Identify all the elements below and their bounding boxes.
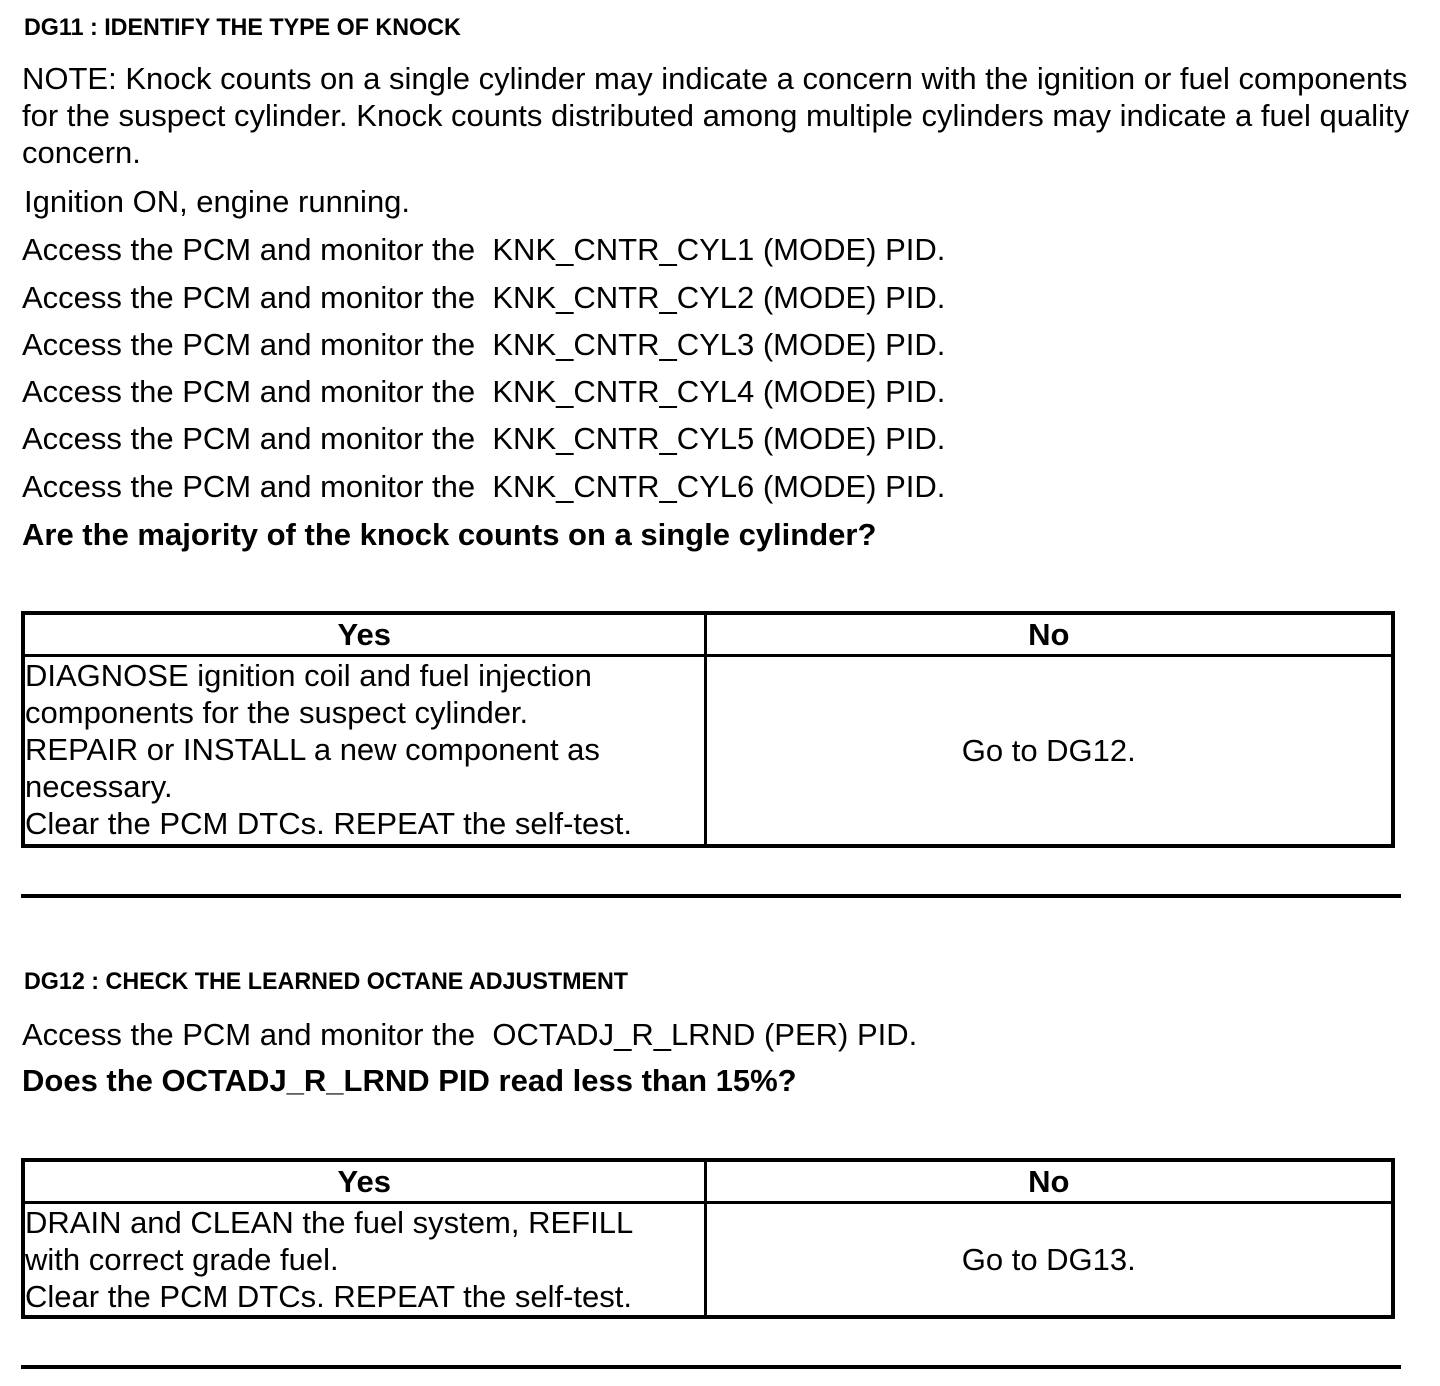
dg11-step-cyl5: Access the PCM and monitor the KNK_CNTR_CYL5 (MODE) PID. [22, 421, 946, 456]
section-divider [21, 894, 1401, 898]
no-header: No [705, 613, 1393, 656]
yes-cell [23, 1203, 705, 1318]
yes-line: components for the suspect cylinder. [25, 695, 529, 730]
dg12-step: Access the PCM and monitor the OCTADJ_R_LRND (PER) PID. [22, 1017, 918, 1052]
dg11-decision-table [21, 611, 1395, 848]
dg11-step-cyl4: Access the PCM and monitor the KNK_CNTR_CYL4 (MODE) PID. [22, 374, 946, 409]
yes-line: Clear the PCM DTCs. REPEAT the self-test. [25, 806, 632, 841]
dg11-condition: Ignition ON, engine running. [24, 184, 411, 219]
dg11-note: NOTE: Knock counts on a single cylinder may indicate a concern with the ignition or fuel components for the suspect cylinder. Knock counts distributed among multiple cylinders may indicate a fuel quality concern. [22, 61, 1410, 170]
dg11-step-cyl2: Access the PCM and monitor the KNK_CNTR_CYL2 (MODE) PID. [22, 280, 946, 315]
yes-line: necessary. [25, 769, 173, 804]
yes-line: REPAIR or INSTALL a new component as [25, 732, 600, 767]
no-cell: Go to DG13. [705, 1203, 1393, 1318]
no-header: No [705, 1160, 1393, 1203]
dg11-step-cyl6: Access the PCM and monitor the KNK_CNTR_CYL6 (MODE) PID. [22, 469, 946, 504]
dg11-question: Are the majority of the knock counts on a single cylinder? [22, 517, 877, 552]
section-divider [21, 1365, 1401, 1369]
no-cell: Go to DG12. [705, 656, 1393, 847]
table-header-row [23, 613, 1393, 656]
yes-line: with correct grade fuel. [25, 1242, 339, 1277]
dg11-step-cyl3: Access the PCM and monitor the KNK_CNTR_CYL3 (MODE) PID. [22, 327, 946, 362]
dg12-question: Does the OCTADJ_R_LRND PID read less than 15%? [22, 1063, 797, 1098]
yes-line: DIAGNOSE ignition coil and fuel injection [25, 658, 592, 693]
yes-cell [23, 656, 705, 847]
dg11-heading: DG11 : IDENTIFY THE TYPE OF KNOCK [24, 14, 461, 41]
table-row [23, 1203, 1393, 1318]
table-row [23, 656, 1393, 847]
dg12-heading: DG12 : CHECK THE LEARNED OCTANE ADJUSTMENT [24, 968, 629, 995]
yes-line: Clear the PCM DTCs. REPEAT the self-test. [25, 1279, 632, 1314]
yes-line: DRAIN and CLEAN the fuel system, REFILL [25, 1205, 634, 1240]
yes-header: Yes [23, 613, 705, 656]
yes-header: Yes [23, 1160, 705, 1203]
dg12-decision-table [21, 1158, 1395, 1319]
table-header-row [23, 1160, 1393, 1203]
dg11-step-cyl1: Access the PCM and monitor the KNK_CNTR_CYL1 (MODE) PID. [22, 232, 946, 267]
